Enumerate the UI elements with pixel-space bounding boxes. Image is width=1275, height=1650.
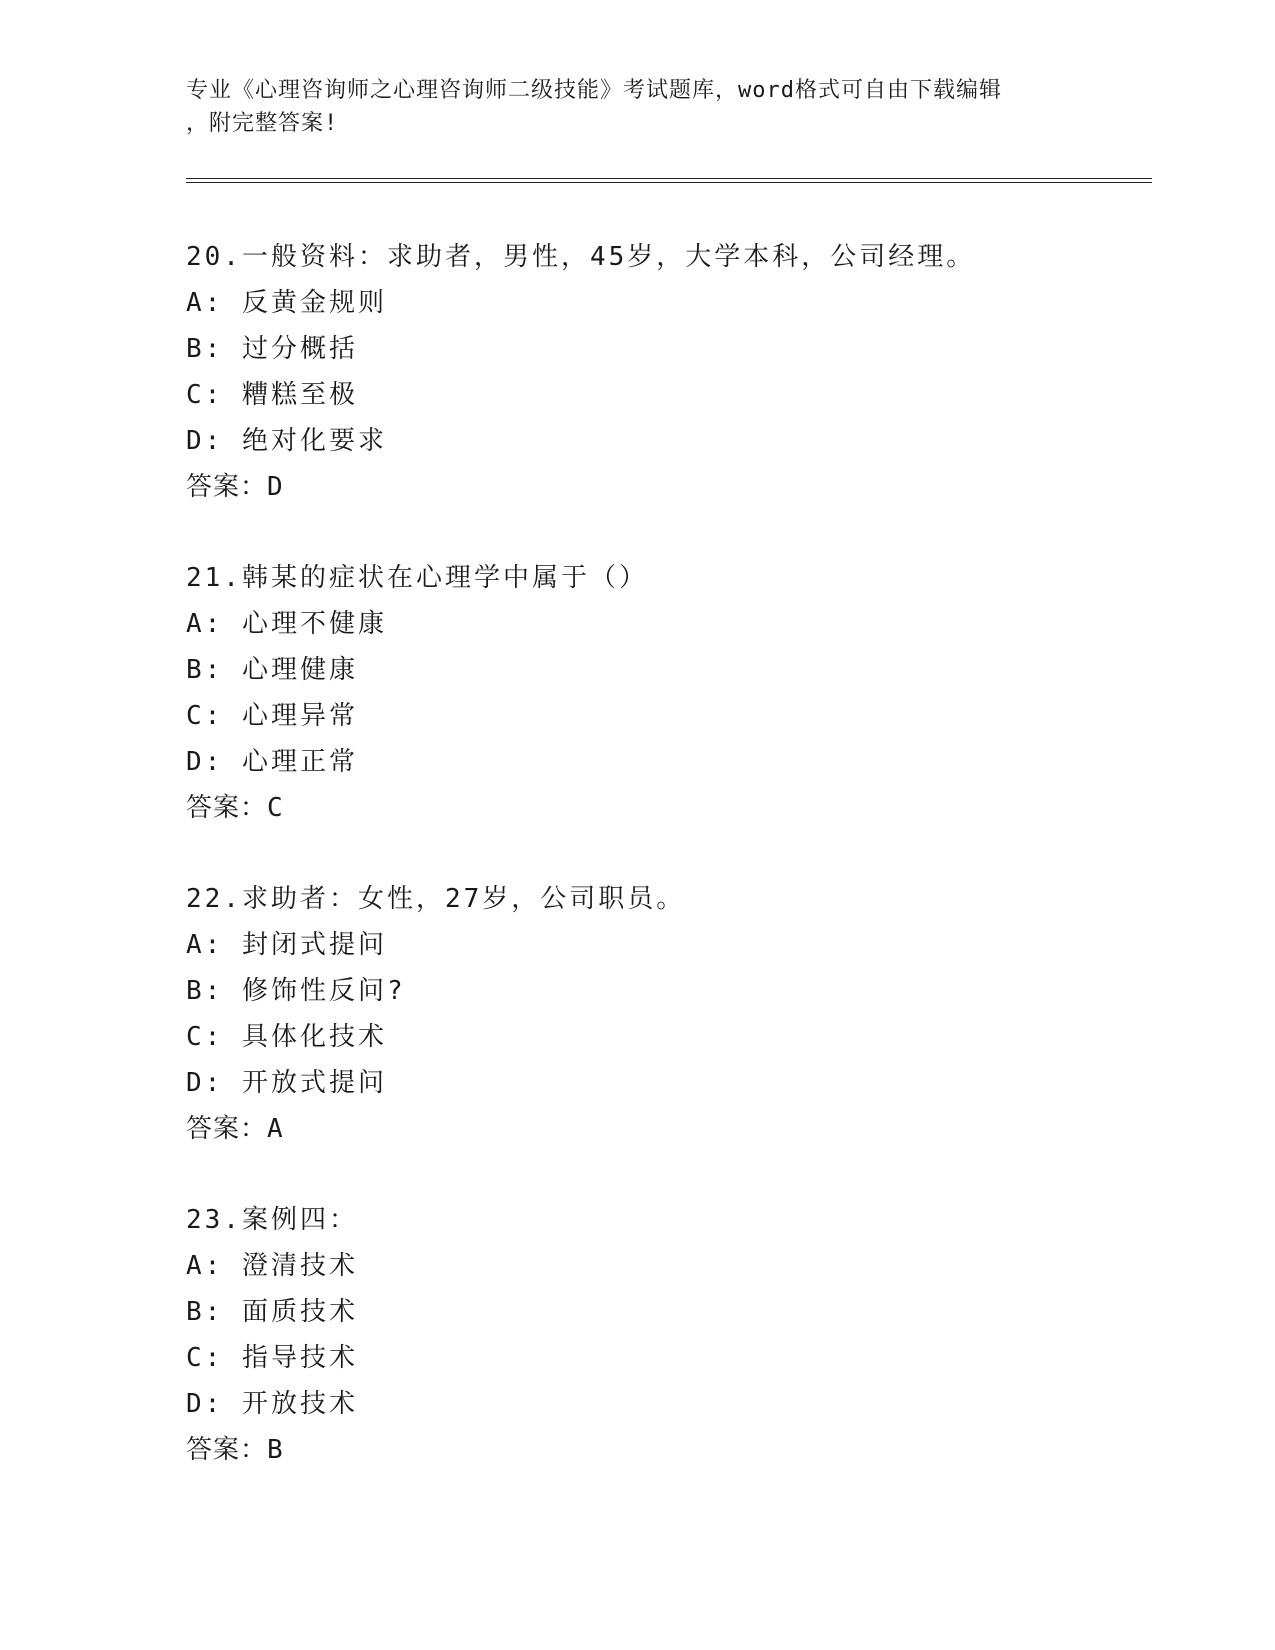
answer-label: 答案：: [186, 1435, 268, 1465]
answer-line: [186, 1106, 1152, 1152]
option-d: D: 心理正常: [186, 747, 358, 777]
question-23: [186, 1197, 1152, 1473]
option-b: B: 过分概括: [186, 334, 358, 364]
header-divider: [186, 178, 1152, 183]
question-20: [186, 234, 1152, 510]
answer-value: A: [267, 1114, 284, 1144]
question-stem: 22.求助者：女性，27岁，公司职员。: [186, 884, 686, 914]
option-b: B: 面质技术: [186, 1297, 358, 1327]
answer-line: [186, 785, 1152, 831]
answer-value: C: [267, 793, 284, 823]
question-stem: 20.一般资料：求助者，男性，45岁，大学本科，公司经理。: [186, 242, 976, 272]
question-stem: 21.韩某的症状在心理学中属于（）: [186, 563, 648, 593]
document-header: [186, 74, 1066, 140]
question-22: [186, 876, 1152, 1152]
option-c: C: 具体化技术: [186, 1022, 387, 1052]
option-c: C: 心理异常: [186, 701, 358, 731]
answer-line: [186, 464, 1152, 510]
question-list: [186, 234, 1152, 1518]
question-21: [186, 555, 1152, 831]
option-c: C: 指导技术: [186, 1343, 358, 1373]
option-b: B: 修饰性反问?: [186, 976, 406, 1006]
answer-label: 答案：: [186, 472, 268, 502]
option-d: D: 开放技术: [186, 1389, 358, 1419]
answer-label: 答案：: [186, 1114, 268, 1144]
answer-line: [186, 1427, 1152, 1473]
option-a: A: 封闭式提问: [186, 930, 387, 960]
option-d: D: 绝对化要求: [186, 426, 387, 456]
question-stem: 23.案例四：: [186, 1205, 358, 1235]
option-a: A: 反黄金规则: [186, 288, 387, 318]
answer-value: B: [267, 1435, 284, 1465]
option-d: D: 开放式提问: [186, 1068, 387, 1098]
header-line-2: ，附完整答案!: [186, 111, 339, 136]
option-a: A: 心理不健康: [186, 609, 387, 639]
option-c: C: 糟糕至极: [186, 380, 358, 410]
answer-label: 答案：: [186, 793, 268, 823]
header-line-1: 专业《心理咨询师之心理咨询师二级技能》考试题库，word格式可自由下载编辑: [186, 78, 1002, 103]
option-b: B: 心理健康: [186, 655, 358, 685]
answer-value: D: [267, 472, 284, 502]
option-a: A: 澄清技术: [186, 1251, 358, 1281]
